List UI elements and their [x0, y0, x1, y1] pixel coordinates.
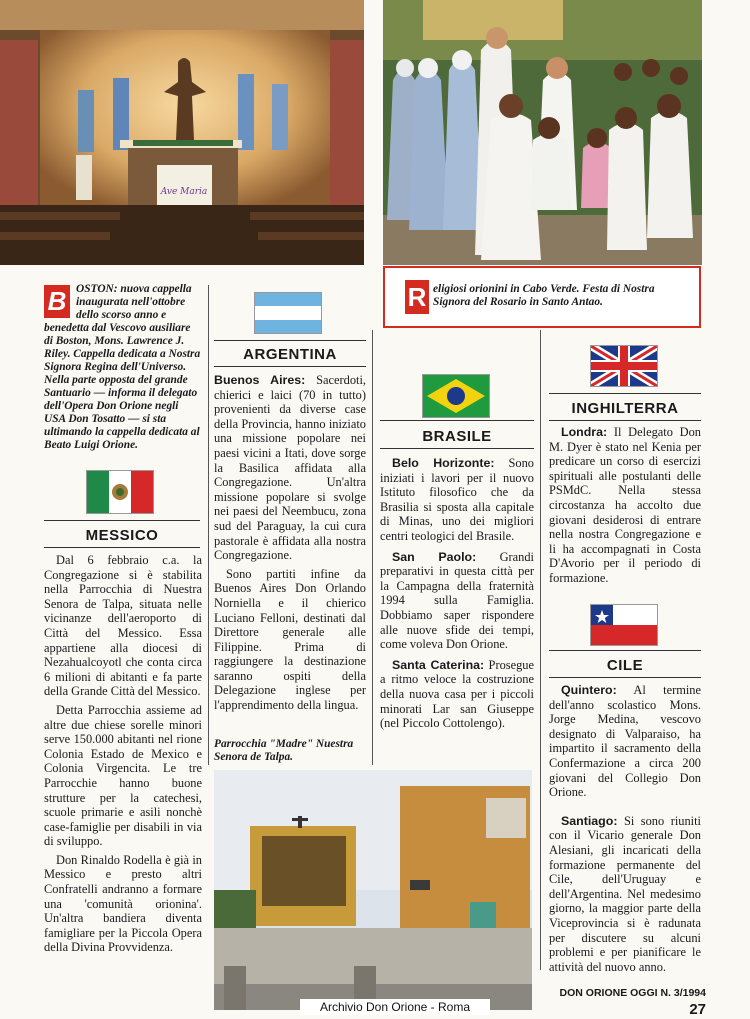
- chapel-banner-text: Ave Maria: [160, 187, 208, 197]
- mexico-paragraph-2: Detta Parrocchia assieme ad altre due chiese sorelle minori serve 150.000 abitanti nel rione Colonia Estado de Mexico e Colonia Virgencita. Le tre Parrocchie hanno buone strutture per la catechesi, scuole primarie e asili nonchè case-famiglie per disabili in via di sviluppo.: [44, 702, 202, 849]
- mexico-eagle-icon: [110, 482, 130, 502]
- talpa-caption: Parrocchia "Madre" Nuestra Senora de Talpa.: [214, 738, 354, 763]
- capeverde-caption-text: eligiosi orionini in Cabo Verde. Festa di Nostra Signora del Rosario in Santo Antao.: [433, 283, 655, 308]
- mexico-paragraph-1: Dal 6 febbraio c.a. la Congregazione si è stabilita nella Parrocchia di Nuestra Senora de Talpa, situata nelle vicinanze dell'aeroporto di Città del Messico. Essa appartiene alla diocesi di Nezahualcoyotl che conta circa 6 milioni di abitanti e fa parte della Grande Città del Messico.: [44, 553, 202, 699]
- capeverde-group-photo: [383, 0, 702, 265]
- mexico-flag: [86, 470, 154, 514]
- archive-watermark: Archivio Don Orione - Roma: [300, 999, 490, 1015]
- argentina-paragraph-2: Sono partiti infine da Buenos Aires Don Orlando Norniella e il chierico Luciano Felloni, destinati dal Direttore generale alle Filippine. Prima di raggiungere la destinazione saranno ospiti della Delegazione inglese per l'apprendimento della lingua.: [214, 566, 366, 713]
- capeverde-caption-initial: R: [405, 280, 429, 314]
- chile-paragraph-1: Al termine dell'anno scolastico Mons. Jorge Medina, vescovo designato di Valparaiso, ha impartito il sacramento della Confermazione a circa 200 giovani del Collegio Don Orione.: [549, 683, 701, 800]
- footer-publication-name: DON ORIONE OGGI N. 3/1994: [559, 987, 706, 999]
- england-paragraph-1: Il Delegato Don M. Dyer è stato nel Kenia per predicare un corso di esercizi spirituali alle postulanti delle PSMdC. Nella stessa circostanza ha accolto due giovani desiderosi di entrare nella nostra Congregazione e li ha accompagnati in Costa D'Avorio per il periodo di formazione.: [549, 425, 701, 585]
- brazil-lead-belo-horizonte: Belo Horizonte:: [392, 456, 495, 470]
- brazil-paragraph-3: Prosegue a ritmo veloce la costruzione della nuova casa per i piccoli minorati Lar san Giuseppe (nel Piccolo Cottolengo).: [380, 657, 534, 731]
- england-lead-londra: Londra:: [561, 425, 608, 439]
- brazil-lead-san-paolo: San Paolo:: [392, 549, 477, 564]
- chile-article: [549, 683, 701, 978]
- section-title-brazil: BRASILE: [422, 428, 492, 445]
- footer-page-number: 27: [689, 1001, 706, 1018]
- mexico-paragraph-3: Don Rinaldo Rodella è già in Messico e presto altri Confratelli andranno a formare una 'comunità orionina'. Un'altra bandiera diventa famigliare per la Piccola Opera della Divina Provvidenza.: [44, 852, 202, 955]
- argentina-article: [214, 373, 366, 717]
- argentina-paragraph-1: Sacerdoti, chierici e laici (70 in tutto) provenienti da diverse case della Provincia, hanno iniziato una missione popolare nei paesi vicini a Itati, dove sorge la Basilica affidata alla Congregazione. Un'altra missione popolare si svolge nei paesi del Neembucu, zona sud del Paraguay, la cui cura pastorale è affidata alla nostra Congregazione.: [214, 373, 366, 563]
- chile-lead-quintero: Quintero:: [561, 683, 617, 697]
- argentina-flag: [254, 292, 322, 334]
- mexico-article: [44, 553, 202, 959]
- brazil-article: [380, 456, 534, 735]
- section-title-chile: CILE: [606, 657, 644, 674]
- section-title-mexico: MESSICO: [85, 527, 159, 544]
- capeverde-caption-box: [383, 266, 701, 328]
- section-title-argentina: ARGENTINA: [243, 346, 337, 363]
- chile-flag: [590, 604, 658, 646]
- brazil-paragraph-2: Grandi preparativi in questa città per la Campagna della fraternità 1994 sulla Famiglia. Dobbiamo saper rispondere alle nuove sfide dei tempi, come voleva Don Orione.: [380, 549, 534, 652]
- boston-caption: [44, 283, 202, 452]
- brazil-paragraph-1: Sono iniziati i lavori per il nuovo Istituto filosofico che da Brasilia si sposta alla capitale di Minas, uno dei migliori centri teologici del Brasile.: [380, 456, 534, 543]
- uk-flag: [590, 345, 658, 387]
- boston-caption-text: OSTON: nuova cappella inaugurata nell'ottobre dello scorso anno e benedetta dal Vescovo ausiliare di Boston, Mons. Lawrence J. Riley. Cappella dedicata a Nostra Signora Regina dell'Universo. Nella parte opposta del grande Santuario — informa il delegato dell'Opera Don Orione negli USA Don Tosatto — si sta ultimando la cappella dedicata al Beato Luigi Orione.: [44, 283, 201, 451]
- boston-caption-initial: B: [44, 285, 70, 318]
- footer-publication: [556, 983, 706, 1019]
- brazil-flag: [422, 374, 490, 418]
- boston-chapel-photo: [0, 0, 364, 265]
- section-title-england: INGHILTERRA: [571, 400, 679, 417]
- chile-lead-santiago: Santiago:: [561, 813, 618, 828]
- chile-paragraph-2: Si sono riuniti con il Vicario generale Don Alesiani, gli incaricati della formazione permanente del Cile, dell'Uruguay e dell'Argentina. Nel medesimo giorno, la maggior parte della Viceprovincia si è radunata per discutere su alcuni problemi e per pianificare le attività del nuovo anno.: [549, 813, 701, 974]
- talpa-parish-photo: [214, 770, 532, 1010]
- argentina-lead-buenos-aires: Buenos Aires:: [214, 373, 306, 387]
- england-article: [549, 425, 701, 590]
- brazil-lead-santa-caterina: Santa Caterina:: [392, 657, 485, 672]
